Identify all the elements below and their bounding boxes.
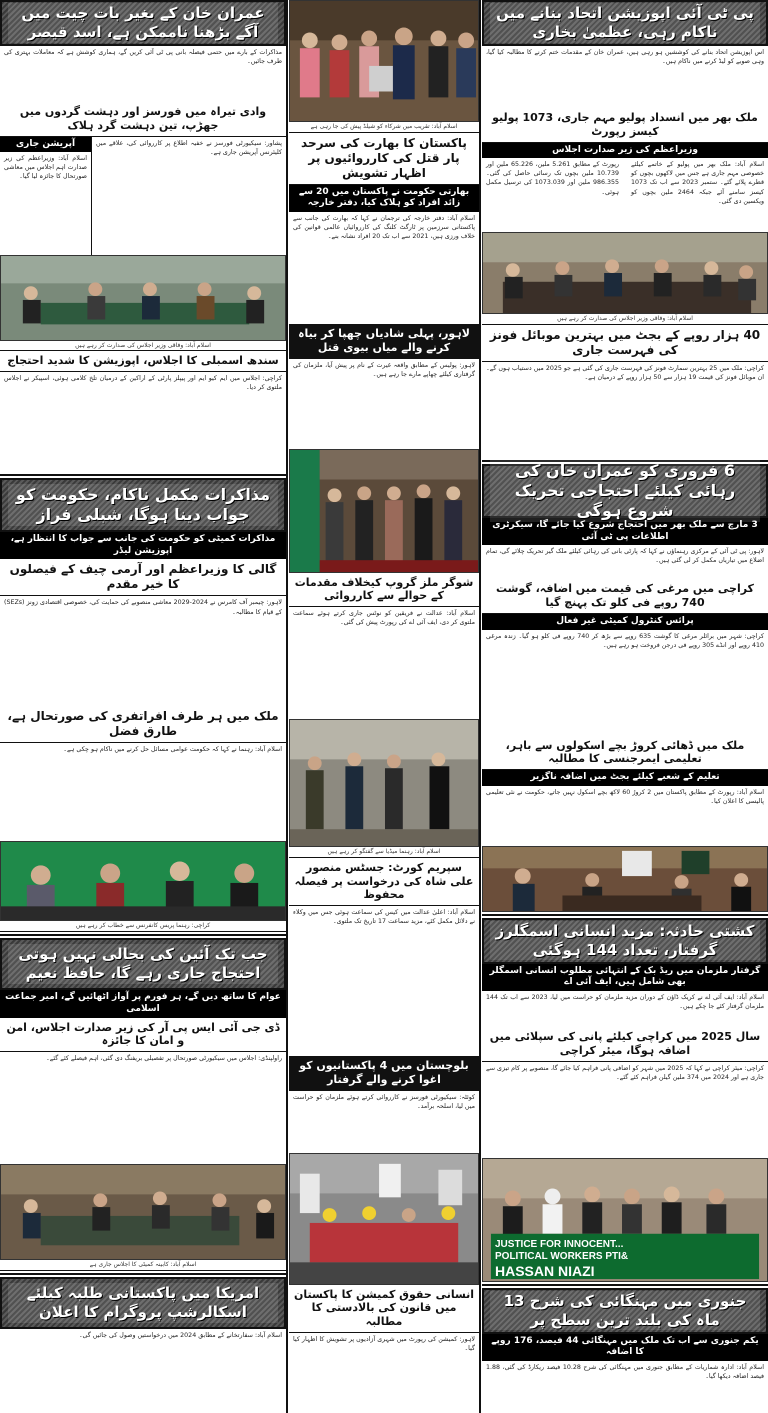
headline-banner [482,0,768,46]
photo-caption: کراچی: رہنما پریس کانفرنس سے خطاب کر رہے ہیں [0,921,286,932]
article-headline: شوگر ملز گروپ کیخلاف مقدمات کے حوالے سے کارروائی [289,573,479,608]
article-headline: کراچی میں مرغی کی قیمت میں اضافہ، گوشت 740 روپے فی کلو تک پہنچ گیا [482,579,768,614]
article-headline: بلوچستان میں 4 پاکستانیوں کو اغوا کرنے والے گرفتار [289,1056,479,1091]
group-photo [289,449,479,573]
headline-banner [0,0,286,46]
ceremony-photo [289,0,479,122]
section-rule [0,934,286,936]
article-body: کراچی: شہر میں برائلر مرغی کا گوشت 635 روپے سے بڑھ کر 740 روپے فی کلو ہو گیا۔ زندہ مرغی 410 روپے اور انڈے 305 روپے فی درجن فروخت ہو رہے ہیں۔ [486,632,764,649]
police-meeting-photo [482,846,768,912]
headline-banner [482,460,768,520]
photo-caption: اسلام آباد: تقریب میں شرکاء کو شیلڈ پیش کی جا رہی ہے [289,122,479,133]
article-headline: ملک میں ڈھائی کروڑ بچے اسکولوں سے باہر، تعلیمی ایمرجنسی کا مطالبہ [482,736,768,771]
photo-caption: اسلام آباد: کابینہ کمیٹی کا اجلاس جاری ہے [0,1260,286,1271]
article-body: اسلام آباد: دفتر خارجہ کی ترجمان نے کہا کہ بھارت کی جانب سے پاکستانی سرزمین پر ٹارگٹ کلنگ کی کارروائیاں عالمی قوانین کی خلاف ورزی ہیں، 2021 سے اب تک 20 افراد نشانہ بنے۔ [293,215,475,241]
middle-column [289,0,479,1413]
protest-banner-name: HASSAN NIAZI [495,1262,595,1279]
article-headline: گالی کا وزیراعظم اور آرمی چیف کے فیصلوں کا خیر مقدم [0,559,286,596]
subheadline-bar: وزیراعظم کی زیر صدارت اجلاس [482,143,768,159]
press-conference-photo [0,841,286,921]
article-body: لاہور: پولیس کے مطابق واقعہ غیرت کے نام پر پیش آیا، ملزمان کی گرفتاری کیلئے چھاپے مارے جا رہے ہیں۔ [293,361,475,378]
article-body: لاہور: چیمبر آف کامرس نے 2024-2029 معاشی منصوبے کی حمایت کی، خصوصی اقتصادی زونز (SEZs) کے قیام کا مطالبہ۔ [4,599,282,616]
outdoor-photo [289,719,479,847]
photo-caption: اسلام آباد: رہنما میڈیا سے گفتگو کر رہے ہیں [289,847,479,858]
section-rule [0,1273,286,1275]
right-column [482,0,768,1413]
article-body: اسلام آباد: ملک بھر میں پولیو کے خاتمے کیلئے خصوصی مہم جاری ہے جس میں لاکھوں بچوں کو قطرے پلائے گئے۔ ستمبر 2023 سے اب تک 1073 کیسز سامنے آئے جبکہ 2464 ملین بچوں کو ویکسین دی گئی۔ [631,161,764,205]
headline-text: مذاکرات مکمل ناکام، حکومت کو جواب دینا ہوگا، شبلی فراز [8,484,278,526]
subheadline-bar: بھارتی حکومت نے پاکستان میں 20 سے زائد افراد کو ہلاک کیا، دفتر خارجہ [289,185,479,212]
article-headline: سال 2025 میں کراچی کیلئے پانی کی سپلائی میں اضافہ ہوگا، میئر کراچی [482,1027,768,1062]
rally-photo [289,1153,479,1285]
conference-photo [0,255,286,341]
headline-text: جنوری میں مہنگائی کی شرح 13 ماہ کی بلند ترین سطح پر [490,1291,760,1331]
article-body: کوئٹہ: سیکیورٹی فورسز نے کارروائی کرتے ہوئے ملزمان کو حراست میں لیا، اسلحہ برآمد۔ [293,1093,475,1110]
subheadline-bar: مذاکرات کمیٹی کو حکومت کی جانب سے جواب کا انتظار ہے، اپوزیشن لیڈر [0,532,286,559]
article-body: پشاور: سیکیورٹی فورسز نے خفیہ اطلاع پر کارروائی کی، علاقے میں کلیئرنس آپریشن جاری ہے۔ [96,139,282,156]
article-headline: سپریم کورٹ: جسٹس منصور علی شاہ کی درخواست پر فیصلہ محفوظ [289,858,479,906]
side-article [0,137,92,255]
protest-photo [482,1158,768,1282]
subheadline-bar: یکم جنوری سے اب تک ملک میں مہنگائی 44 فیصد، 176 روپے کا اضافہ [482,1334,768,1361]
article-body: اسلام آباد: عدالت نے فریقین کو نوٹس جاری کرتے ہوئے سماعت ملتوی کر دی، ایف آئی اے کی رپورٹ پیش کی گئی۔ [293,610,475,627]
article-headline: پاکستان کا بھارت کی سرحد پار قتل کی کارروائیوں پر اظہار تشویش [289,133,479,185]
article-headline: ملک بھر میں انسداد پولیو مہم جاری، 1073 پولیو کیسز رپورٹ [482,108,768,143]
article-headline: وادی تیراہ میں فورسز اور دہشت گردوں میں جھڑپ، تین دہشت گرد ہلاک [0,102,286,137]
article-body: اسلام آباد: اعلیٰ عدالت میں کیس کی سماعت ہوئی جس میں وکلاء نے دلائل مکمل کئے، مزید سماعت 17 تاریخ تک ملتوی۔ [293,909,475,926]
article-body: لاہور: کمیشن کی رپورٹ میں شہری آزادیوں پر تشویش کا اظہار کیا گیا۔ [293,1335,475,1353]
article-body: کراچی: ملک میں 25 بہترین سمارٹ فونز کی فہرست جاری کی گئی ہے جو 2025 میں دستیاب ہوں گے۔ ان موبائل فونز کی قیمت 19 ہزار سے 50 ہزار روپے کے درمیان ہے۔ [486,364,764,382]
article-body: اسلام آباد: رپورٹ کے مطابق پاکستان میں 2 کروڑ 60 لاکھ بچے اسکول نہیں جاتے، حکومت نے نئی تعلیمی پالیسی کا اعلان کیا۔ [486,788,764,805]
headline-banner [0,478,286,532]
subheadline-bar: عوام کا ساتھ دیں گے، ہر فورم پر آواز اٹھائیں گے، امیر جماعت اسلامی [0,990,286,1017]
headline-text: امریکا میں پاکستانی طلبہ کیلئے اسکالرشپ پروگرام کا اعلان [8,1283,278,1323]
article-body: اسلام آباد: سفارتخانے کے مطابق 2024 میں درخواستیں وصول کی جائیں گی۔ [78,1331,282,1339]
article-body: کراچی: میئر کراچی نے کہا کہ 2025 میں شہر کو اضافی پانی فراہم کیا جائے گا، منصوبے پر کام تیزی سے جاری ہے اور 2024 میں 374 ملین گیلن فراہم کئے گئے۔ [486,1064,764,1081]
article-headline: 40 ہزار روپے کے بجٹ میں بہترین موبائل فونز کی فہرست جاری [482,325,768,362]
headline-text: عمران خان کے بغیر بات چیت میں آگے بڑھنا ناممکن ہے، اسد قیصر [8,3,278,43]
article-body: اسلام آباد: ادارہ شماریات کے مطابق جنوری میں مہنگائی کی شرح 10.28 فیصد ریکارڈ کی گئی، 1.88 فیصد اضافہ دیکھا گیا۔ [486,1363,764,1381]
subheadline-bar: آپریشن جاری [0,137,91,153]
column-divider [286,0,288,1413]
article-body: اسلام آباد: ایف آئی اے نے کریک ڈاؤن کے دوران مزید ملزمان کو حراست میں لیا، 2023 سے اب تک 144 ملزمان گرفتار کئے جا چکے ہیں۔ [486,994,764,1011]
headline-banner [0,1277,286,1329]
article-intro: مذاکرات کے بارے میں حتمی فیصلہ بانی پی ٹی آئی کریں گے، ہماری کوشش ہے کہ معاملات بہتری کی طرف جائیں۔ [4,49,282,66]
headline-banner [0,938,286,990]
headline-text: کشتی حادثہ: مزید انسانی اسمگلرز گرفتار، تعداد 144 ہوگئی [490,921,760,961]
article-body: کراچی: اجلاس میں ایم کیو ایم اور پیپلز پارٹی کے اراکین کے درمیان تلخ کلامی ہوئی، اسپیکر نے اجلاس ملتوی کر دیا۔ [4,375,282,392]
column-divider [479,0,481,1413]
article-body: اسلام آباد: وزیراعظم کی زیر صدارت اہم اجلاس میں معاشی صورتحال کا جائزہ لیا گیا۔ [3,155,87,181]
subheadline-bar: 3 مارچ سے ملک بھر میں احتجاج شروع کیا جائے گا، سیکرٹری اطلاعات پی ٹی آئی [482,518,768,545]
article-intro: اس اپوزیشن اتحاد بنانے کی کوششیں ہو رہی ہیں، عمران خان کے مقدمات ختم کرنے کا مطالبہ کیا گیا، وہی صوبے کو لیڈ کرنے میں ناکام ہیں۔ [486,49,764,66]
headline-text: جب تک آئین کی بحالی نہیں ہوتی احتجاج جاری رہے گا، حافظ نعیم [8,944,278,984]
subheadline-bar: گرفتار ملزمان میں ریڈ بک کے انتہائی مطلوب انسانی اسمگلر بھی شامل ہیں، ایف آئی اے [482,964,768,991]
section-rule [482,1284,768,1286]
left-column [0,0,286,1413]
headline-text: پی ٹی آئی اپوزیشن اتحاد بنانے میں ناکام رہی، عظمیٰ بخاری [490,3,760,43]
section-rule [0,474,286,476]
photo-caption: اسلام آباد: وفاقی وزیر اجلاس کی صدارت کر رہے ہیں [482,314,768,325]
section-rule [482,914,768,916]
subheadline-bar: پرائس کنٹرول کمیٹی غیر فعال [482,614,768,630]
article-body: رپورٹ کے مطابق 5.261 ملین، 65.226 ملین اور 10.739 ملین بچوں تک رسائی حاصل کی گئی۔ 986.355 ملین اور 1073.039 کی ترسیل مکمل ہوئی۔ [486,161,620,196]
article-body: راولپنڈی: اجلاس میں سیکیورٹی صورتحال پر تفصیلی بریفنگ دی گئی، اہم فیصلے کئے گئے۔ [46,1055,282,1063]
photo-caption: اسلام آباد: وفاقی وزیر اجلاس کی صدارت کر رہے ہیں [0,341,286,352]
article-headline: انسانی حقوق کمیشن کا پاکستان میں قانون کی بالادستی کا مطالبہ [289,1285,479,1333]
article-headline: لاہور، پہلی شادیاں چھپا کر بیاہ کرنے والے میاں بیوی قتل [289,324,479,359]
article-headline: ملک میں ہر طرف افراتفری کی صورتحال ہے، طارق فضل [0,706,286,743]
subheadline-bar: تعلیم کے شعبے کیلئے بجٹ میں اضافہ ناگزیر [482,770,768,786]
cabinet-meeting-photo [0,1164,286,1260]
article-headline: سندھ اسمبلی کا اجلاس، اپوزیشن کا شدید احتجاج [0,351,286,372]
headline-banner [482,1288,768,1334]
article-body: لاہور: پی ٹی آئی کے مرکزی رہنماؤں نے کہا کہ پارٹی بانی کی رہائی کیلئے ملک گیر تحریک چلائے گی، تمام اضلاع میں تیاریاں مکمل کر لی گئی ہیں۔ [486,548,764,565]
article-body: اسلام آباد: رہنما نے کہا کہ حکومت عوامی مسائل حل کرنے میں ناکام ہو چکی ہے۔ [63,746,282,754]
protest-banner-text: JUSTICE FOR INNOCENT... [495,1238,624,1250]
headline-banner [482,918,768,964]
protest-banner-text: POLITICAL WORKERS PTI& [495,1250,629,1262]
headline-text: 6 فروری کو عمران خان کی رہائی کیلئے احتجاجی تحریک شروع ہوگی [490,460,760,522]
article-headline: ڈی جی آئی ایس پی آر کی زیر صدارت اجلاس، امن و امان کا جائزہ [0,1018,286,1053]
meeting-photo [482,232,768,314]
